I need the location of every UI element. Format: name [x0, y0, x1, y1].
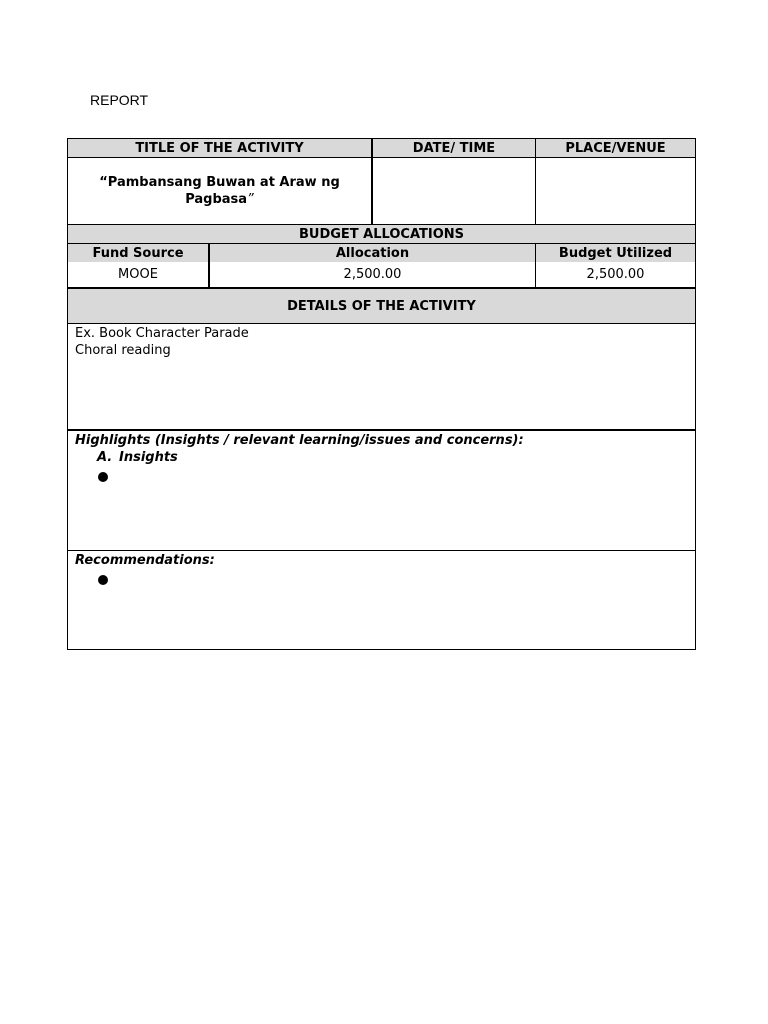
- budget-utilized-header: Budget Utilized: [535, 244, 695, 262]
- highlights-row: [68, 429, 695, 550]
- allocation-header: Allocation: [208, 244, 535, 262]
- insights-label: Insights: [119, 450, 178, 465]
- details-line-2: Choral reading: [75, 343, 171, 358]
- budget-header-row: [68, 242, 695, 260]
- details-heading: DETAILS OF THE ACTIVITY: [68, 289, 695, 323]
- details-body[interactable]: [68, 324, 695, 429]
- date-time-value[interactable]: [371, 158, 535, 224]
- details-heading-row: [68, 287, 695, 323]
- header-row: [68, 139, 695, 157]
- budget-heading: BUDGET ALLOCATIONS: [68, 225, 695, 243]
- activity-title-close-quote: ”: [247, 192, 254, 207]
- title-header: TITLE OF THE ACTIVITY: [68, 139, 371, 157]
- allocation-value[interactable]: 2,500.00: [208, 261, 535, 287]
- budget-heading-row: [68, 224, 695, 242]
- date-time-header: DATE/ TIME: [371, 139, 535, 157]
- fund-source-header: Fund Source: [68, 244, 208, 262]
- details-body-row: [68, 323, 695, 429]
- activity-title-line2: Pagbasa: [185, 192, 248, 207]
- recommendations-section[interactable]: [68, 551, 695, 649]
- activity-row: [68, 157, 695, 224]
- recommendations-row: [68, 550, 695, 649]
- highlights-section[interactable]: [68, 431, 695, 550]
- details-line-1: Ex. Book Character Parade: [75, 326, 249, 341]
- activity-report-form: [67, 138, 696, 650]
- place-header: PLACE/VENUE: [535, 139, 695, 157]
- fund-source-value[interactable]: MOOE: [118, 266, 158, 282]
- recommendations-heading: Recommendations:: [75, 553, 215, 568]
- insights-number: A.: [97, 450, 113, 465]
- insights-subheading: [75, 449, 688, 466]
- activity-title[interactable]: [68, 158, 371, 224]
- highlights-heading: Highlights (Insights / relevant learning/issues and concerns):: [75, 433, 524, 448]
- report-label: REPORT: [90, 92, 149, 108]
- place-value[interactable]: [535, 158, 695, 224]
- budget-utilized-value[interactable]: 2,500.00: [535, 261, 695, 287]
- recommendations-bullet-icon: [98, 575, 108, 585]
- budget-value-row: [68, 260, 695, 287]
- insights-bullet-icon: [98, 472, 108, 482]
- activity-title-line1: “Pambansang Buwan at Araw ng: [99, 175, 340, 190]
